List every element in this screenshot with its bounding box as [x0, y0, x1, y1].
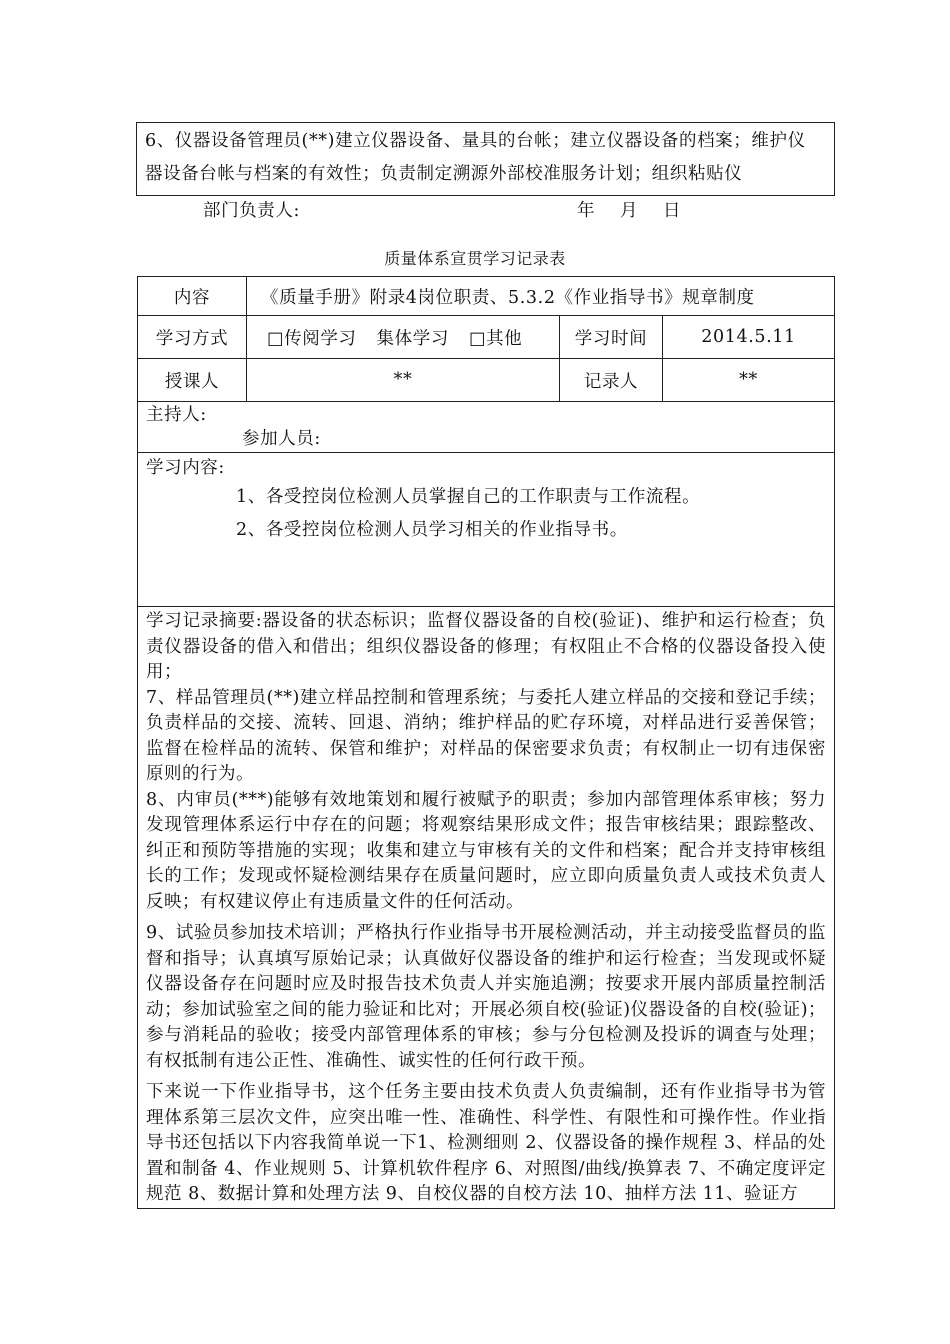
date-label: 年 月 日 — [577, 201, 685, 221]
content-label: 内容 — [138, 277, 247, 316]
host-row — [138, 402, 835, 453]
recorder-label: 记录人 — [560, 359, 663, 402]
lecturer-value: ** — [247, 359, 560, 402]
lecturer-row — [138, 359, 835, 402]
form-title: 质量体系宣贯学习记录表 — [384, 249, 566, 268]
summary-work-instructions: 下来说一下作业指导书，这个任务主要由技术负责人负责编制，还有作业指导书为管理体系第三层次文件，应突出唯一性、准确性、科学性、有限性和可操作性。作业指导书还包括以下内容我简单说一下1、检测细则 2、仪器设备的操作规程 3、样品的处置和制备 4、作业规则 5、计算机软件程序 6、对照图/曲线/换算表 7、不确定度评定规范 8、数据计算和处理方法 9、自校仪器的自校方法 10、抽样方法 11、验证方 — [146, 1082, 827, 1204]
method-row — [138, 316, 835, 359]
summary-cell — [138, 607, 835, 1209]
study-content-row — [138, 453, 835, 607]
host-label: 主持人: — [146, 405, 207, 425]
study-content-cell — [138, 453, 835, 607]
method-label: 学习方式 — [138, 316, 247, 359]
time-label: 学习时间 — [560, 316, 663, 359]
lecturer-label: 授课人 — [138, 359, 247, 402]
host-cell — [138, 402, 835, 453]
summary-intro: 学习记录摘要:器设备的状态标识；监督仪器设备的自校(验证)、维护和运行检查；负责仪器设备的借入和借出；组织仪器设备的修理；有权阻止不合格的仪器设备投入使用； — [146, 611, 827, 682]
duty-line-1: 6、仪器设备管理员(**)建立仪器设备、量具的台帐；建立仪器设备的档案；维护仪 — [145, 131, 806, 151]
dept-head-label: 部门负责人: — [203, 201, 300, 221]
summary-tester: 9、试验员参加技术培训；严格执行作业指导书开展检测活动，并主动接受监督员的监督和指导；认真填写原始记录；认真做好仪器设备的维护和运行检查；当发现或怀疑仪器设备存在问题时应及时报告技术负责人并实施追溯；按要求开展内部质量控制活动；参加试验室之间的能力验证和比对；开展必须自校(验证)仪器设备的自校(验证)；参与消耗品的验收；接受内部管理体系的审核；参与分包检测及投诉的调查与处理；有权抵制有违公正性、准确性、诚实性的任何行政干预。 — [146, 923, 827, 1071]
summary-sample-admin: 7、样品管理员(**)建立样品控制和管理系统；与委托人建立样品的交接和登记手续；负责样品的交接、流转、回退、消纳；维护样品的贮存环境，对样品进行妥善保管；监督在检样品的流转、保管和维护；对样品的保密要求负责；有权制止一切有违保密原则的行为。 — [146, 687, 827, 784]
study-content-label: 学习内容: — [146, 458, 225, 478]
method-options — [247, 316, 560, 359]
summary-row — [138, 607, 835, 1209]
participants-label: 参加人员: — [242, 429, 321, 449]
recorder-value: ** — [663, 359, 835, 402]
summary-internal-auditor: 8、内审员(***)能够有效地策划和履行被赋予的职责；参加内部管理体系审核；努力发现管理体系运行中存在的问题；将观察结果形成文件；报告审核结果；跟踪整改、纠正和预防等措施的实现；收集和建立与审核有关的文件和档案；配合并支持审核组长的工作；发现或怀疑检测结果存在质量问题时，应立即向质量负责人或技术负责人反映；有权建议停止有违质量文件的任何活动。 — [146, 789, 827, 912]
duty-line-2: 器设备台帐与档案的有效性；负责制定溯源外部校准服务计划；组织粘贴仪 — [145, 164, 743, 184]
option-other: □其他 — [468, 328, 523, 349]
option-circulate: □传阅学习 — [267, 328, 357, 349]
duty-continuation-box — [136, 122, 835, 196]
study-item: 1、各受控岗位检测人员掌握自己的工作职责与工作流程。 — [236, 487, 701, 507]
study-record-table — [137, 276, 835, 1209]
time-value: 2014.5.11 — [663, 316, 835, 359]
content-value: 《质量手册》附录4岗位职责、5.3.2《作业指导书》规章制度 — [247, 277, 835, 316]
option-group: 集体学习 — [376, 328, 449, 349]
content-row — [138, 277, 835, 316]
study-item: 2、各受控岗位检测人员学习相关的作业指导书。 — [236, 520, 628, 540]
